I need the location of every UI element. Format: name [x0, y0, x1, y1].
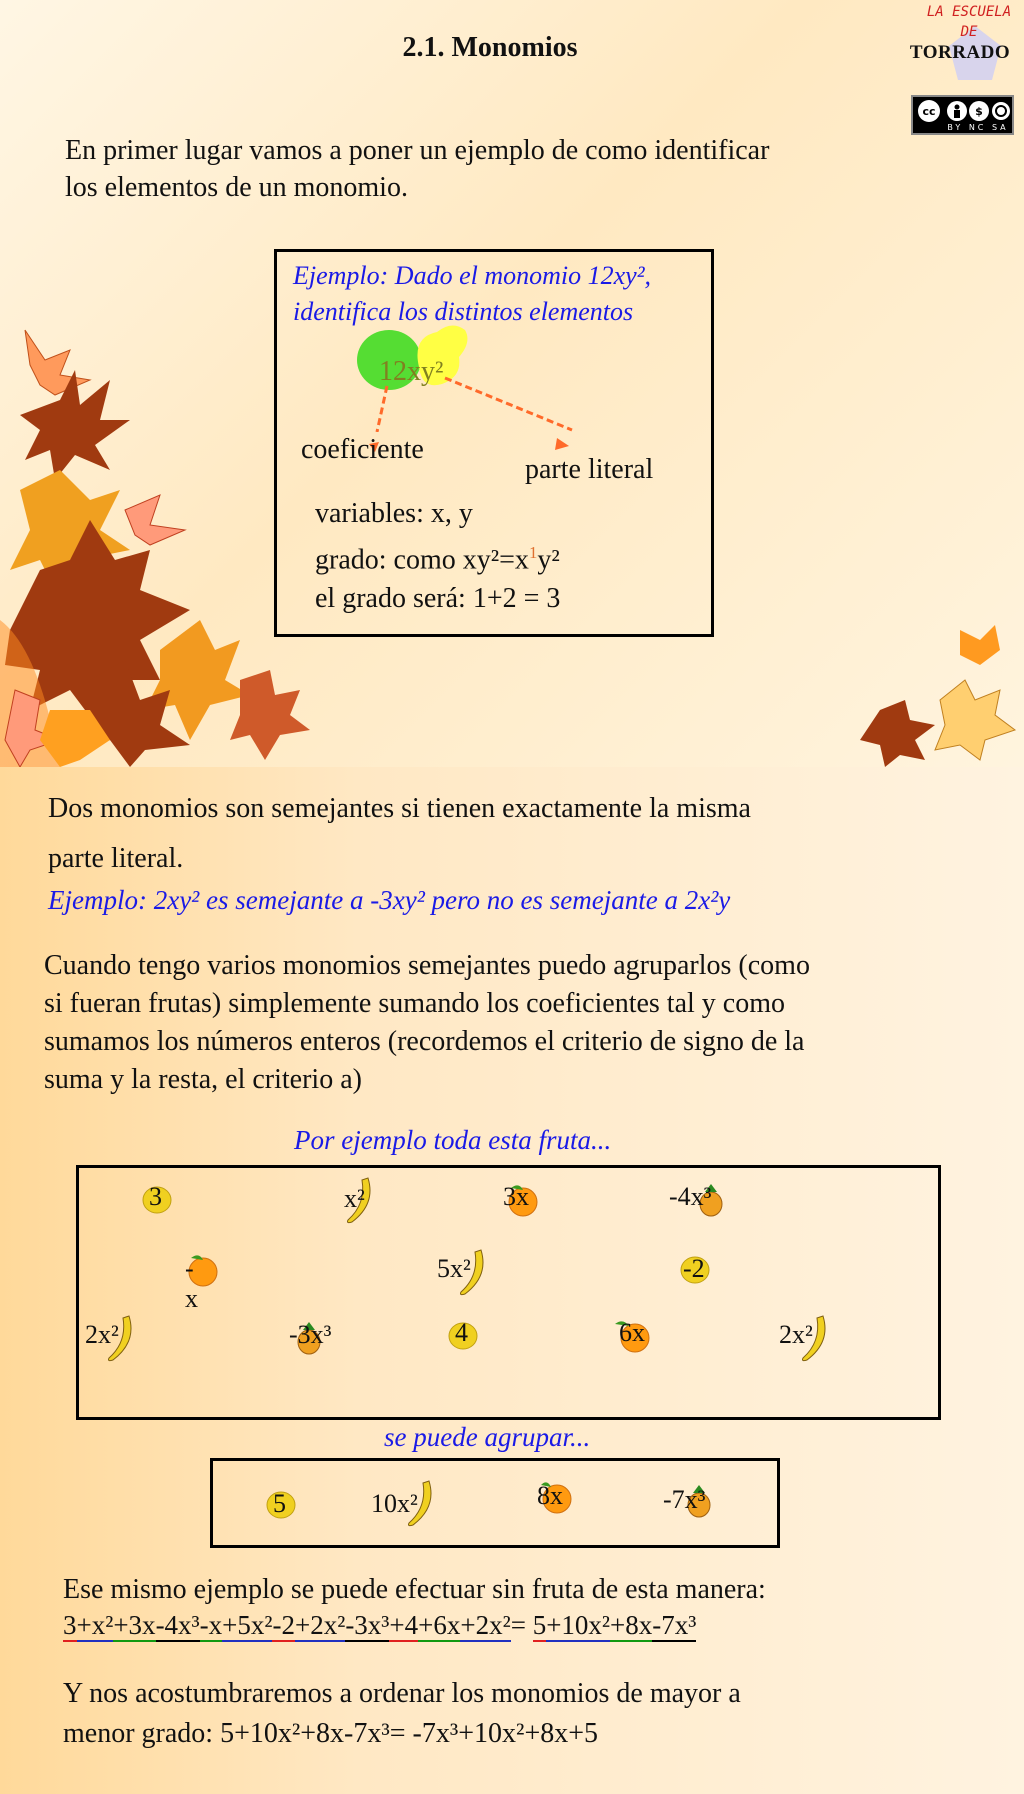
semejantes-example: Ejemplo: 2xy² es semejante a -3xy² pero no es semejante a 2x²y [48, 885, 731, 915]
fruit-label: 10x² [371, 1489, 418, 1518]
svg-text:cc: cc [922, 105, 936, 118]
term-black: -4x³ [155, 1610, 200, 1640]
ordenar-line-1: Y nos acostumbraremos a ordenar los monomios de mayor a [63, 1678, 741, 1709]
semejantes-line-2: parte literal. [48, 843, 184, 874]
term-black: -7x³ [652, 1610, 697, 1640]
term-green: +3x [113, 1610, 156, 1640]
term-red: +4 [389, 1610, 419, 1640]
logo-line-1: LA ESCUELA [926, 4, 1012, 20]
svg-text:$: $ [975, 105, 983, 118]
logo-line-3: TORRADO [909, 42, 1011, 63]
group-caption: se puede agrupar... [384, 1422, 591, 1452]
fruit-label: 8x [537, 1481, 563, 1510]
fruit-label: -4x³ [669, 1182, 712, 1211]
sin-fruta-equation [63, 1610, 696, 1642]
fruit-label: -x [185, 1254, 198, 1313]
slide-monomio-example [0, 0, 1024, 767]
term-blue: +5x² [222, 1610, 273, 1640]
ordenar-line-2: menor grado: 5+10x²+8x-7x³= -7x³+10x²+8x+5 [63, 1718, 599, 1749]
agrupar-line-2: si fueran frutas) simplemente sumando los coeficientes tal y como [44, 988, 786, 1019]
fruit-label: 6x [619, 1318, 645, 1347]
fruit-label: 3 [149, 1182, 162, 1211]
agrupar-line-3: sumamos los números enteros (recordemos el criterio de signo de la [44, 1026, 805, 1057]
grado-exponent: 1 [528, 543, 538, 562]
term-red: 3 [63, 1610, 77, 1640]
grado-line [315, 533, 715, 579]
example-title [293, 258, 713, 330]
term-blue: +x² [76, 1610, 114, 1640]
coef-arrow [377, 386, 387, 432]
fruit-label: 2x² [85, 1320, 119, 1349]
cc-license-text: BY NC SA [947, 123, 1009, 132]
term-red: 5 [532, 1610, 547, 1640]
fruit-label: 5 [273, 1489, 286, 1518]
fruit-label: x² [344, 1184, 365, 1213]
semejantes-line-1: Dos monomios son semejantes si tienen exactamente la misma [48, 793, 751, 824]
cc-icons [915, 99, 1011, 123]
fruit-label: 2x² [779, 1320, 813, 1349]
variables-text: variables: x, y [315, 498, 473, 529]
ordenar-paragraph [63, 1674, 1003, 1754]
grado-final-text: el grado será: 1+2 = 3 [315, 583, 561, 615]
term-green: +8x [610, 1610, 653, 1640]
term-blue: +2x² [294, 1610, 346, 1640]
fruit-caption: Por ejemplo toda esta fruta... [294, 1125, 612, 1155]
monomial-highlighted: 12xy² [379, 356, 444, 387]
fruit-label: 3x [503, 1182, 529, 1211]
grouped-fruit-box [210, 1458, 780, 1548]
example-title-line-1: Ejemplo: Dado el monomio 12xy², [293, 261, 651, 290]
logo-line-2: DE [960, 24, 978, 40]
autumn-leaves-right-decoration [860, 620, 1024, 767]
intro-line-2: los elementos de un monomio. [65, 172, 408, 203]
grado-text-b: y² [537, 544, 560, 576]
intro-line-1: En primer lugar vamos a poner un ejemplo de como identificar [65, 135, 770, 166]
term-blue: +10x² [546, 1610, 611, 1640]
term-black: -3x³ [345, 1610, 390, 1640]
semejantes-definition [48, 784, 988, 884]
literal-arrow [445, 378, 572, 430]
term-green: +6x [418, 1610, 461, 1640]
fruit-label: 4 [455, 1318, 468, 1347]
agrupar-line-4: suma y la resta, el criterio a) [44, 1064, 362, 1095]
fruit-label: -2 [683, 1254, 705, 1283]
equals-sign: = [510, 1610, 533, 1640]
fruit-label: -3x³ [289, 1320, 332, 1349]
intro-paragraph [65, 132, 965, 206]
agrupar-paragraph [44, 947, 1004, 1099]
term-green: -x [199, 1610, 223, 1640]
coef-label: coeficiente [301, 434, 424, 465]
page-title: 2.1. Monomios [402, 32, 578, 63]
elements-list [315, 494, 715, 618]
fruit-label: -7x³ [663, 1485, 706, 1514]
sin-fruta-intro: Ese mismo ejemplo se puede efectuar sin fruta de esta manera: [63, 1574, 766, 1605]
cc-license-badge [911, 95, 1014, 135]
grado-text-a: grado: como xy²=x [315, 544, 529, 576]
example-box [274, 249, 714, 637]
agrupar-line-1: Cuando tengo varios monomios semejantes puedo agruparlos (como [44, 950, 810, 981]
example-title-line-2: identifica los distintos elementos [293, 297, 634, 326]
term-red: -2 [272, 1610, 295, 1640]
fruit-box [76, 1165, 941, 1420]
literal-label: parte literal [525, 454, 654, 485]
fruit-label: 5x² [437, 1254, 471, 1283]
escuela-torrado-logo [905, 2, 1020, 82]
term-blue: +2x² [460, 1610, 511, 1640]
